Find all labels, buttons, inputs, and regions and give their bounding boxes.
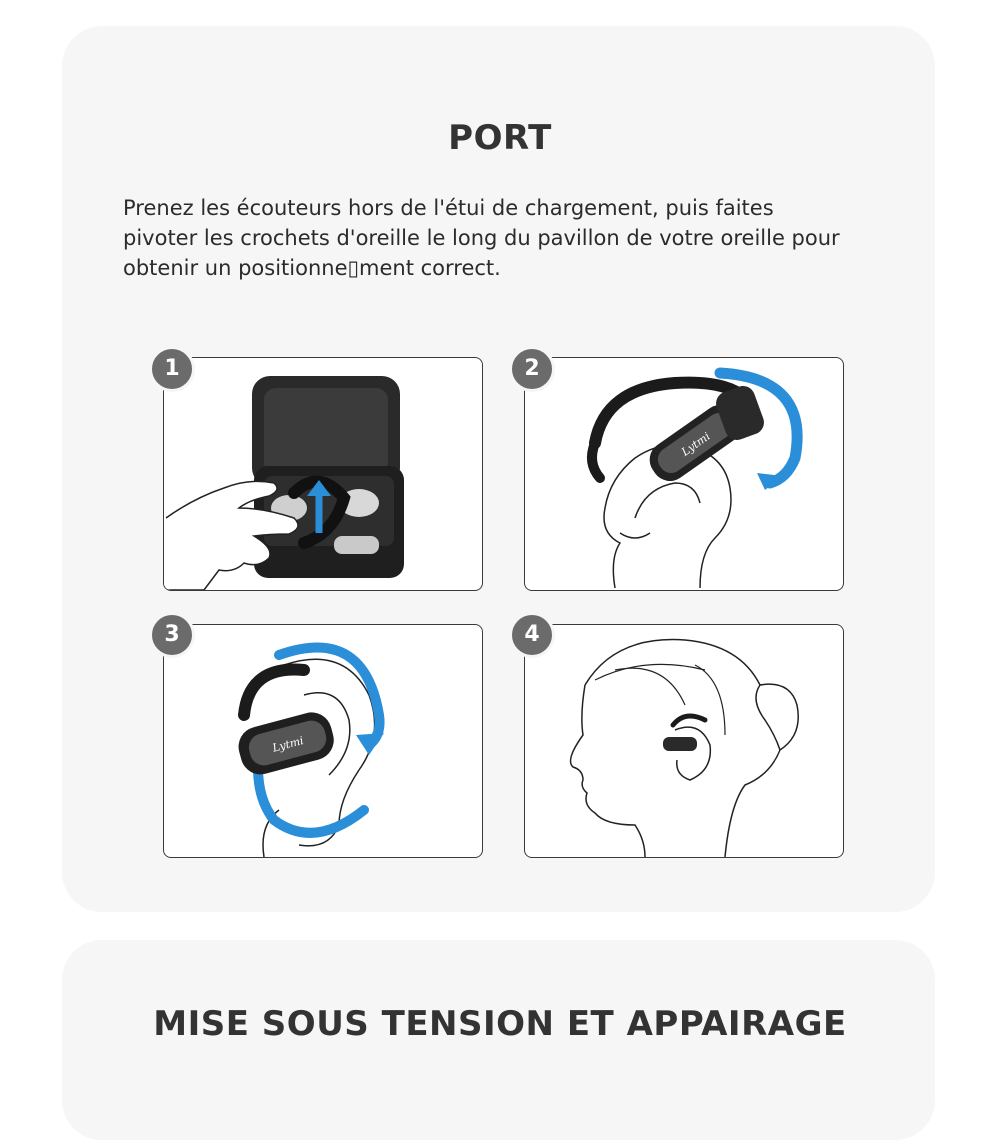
step-4-badge: 4 [509, 612, 555, 658]
ear-hook-illustration [525, 358, 843, 590]
step-1-badge: 1 [149, 346, 195, 392]
head-profile-illustration [525, 625, 843, 857]
case-illustration [164, 358, 482, 590]
brand-label: Lytmi [679, 429, 713, 459]
section-description: Prenez les écouteurs hors de l'étui de chargement, puis faites pivoter les crochets d'oreille le long du pavillon de votre oreille pour obtenir un positionne▯ment correct. [123, 196, 840, 280]
section-title: PORT [448, 118, 552, 158]
step-4-panel [524, 624, 844, 858]
section2-title: MISE SOUS TENSION ET APPAIRAGE [153, 1004, 847, 1044]
ear-rotation-illustration [164, 625, 482, 857]
step-1-panel [163, 357, 483, 591]
step-2-badge: 2 [509, 346, 555, 392]
step-3-panel [163, 624, 483, 858]
brand-label: Lytmi [270, 734, 305, 755]
step-2-panel [524, 357, 844, 591]
step-3-badge: 3 [149, 612, 195, 658]
